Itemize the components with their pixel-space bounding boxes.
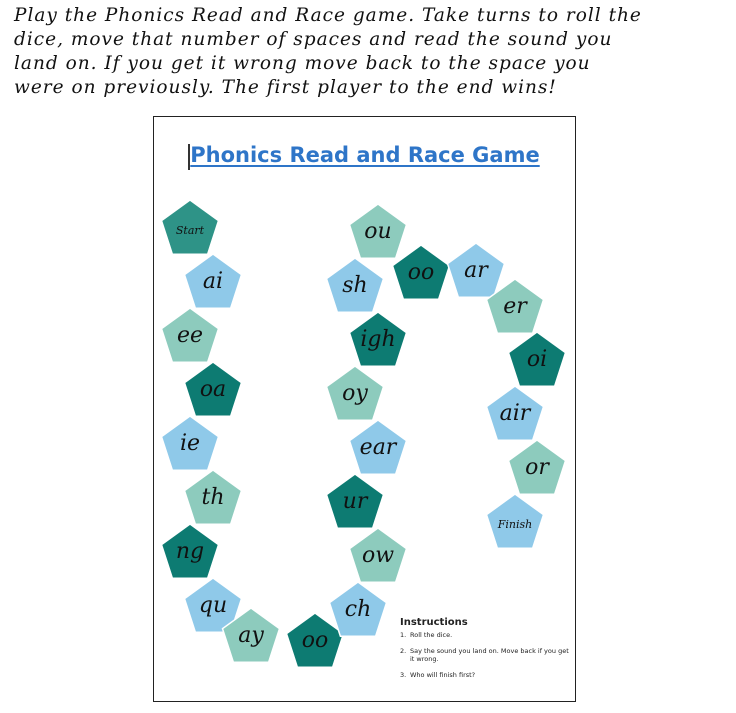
board-space-start <box>162 200 219 254</box>
board-space-oa <box>185 362 242 416</box>
game-board <box>153 116 576 702</box>
board-space-finish <box>487 494 544 548</box>
board-space-label: oa <box>199 377 227 402</box>
board-space-oo <box>393 245 450 299</box>
board-space-oi <box>509 332 566 386</box>
board-space-label: ee <box>176 323 204 348</box>
board-space-igh <box>350 312 407 366</box>
board-space-label: ow <box>361 543 395 568</box>
board-track <box>154 117 577 703</box>
board-space-ai <box>185 254 242 308</box>
game-instructions-text: Play the Phonics Read and Race game. Take turns to roll the dice, move that number of spaces and read the sound you land on. If you get it wrong move back to the space you were on previously. The first player to the end wins! <box>14 5 642 98</box>
board-space-label: ou <box>364 219 392 244</box>
board-space-label: ai <box>202 269 224 294</box>
board-space-ie <box>162 416 219 470</box>
board-space-label: oo <box>407 260 435 285</box>
board-space-ng <box>162 524 219 578</box>
board-space-ar <box>448 243 505 297</box>
board-space-sh <box>327 258 384 312</box>
board-space-label: oy <box>342 381 368 406</box>
board-space-label: Start <box>175 224 205 237</box>
board-space-label: ay <box>238 623 264 648</box>
board-space-ou <box>350 204 407 258</box>
board-space-ee <box>162 308 219 362</box>
board-space-ow <box>350 528 407 582</box>
board-space-label: th <box>201 485 225 510</box>
board-space-ear <box>350 420 407 474</box>
board-space-label: oo <box>301 628 329 653</box>
instructions-title: Instructions <box>400 617 468 628</box>
board-space-label: ng <box>175 539 205 564</box>
board-space-ur <box>327 474 384 528</box>
board-space-label: ur <box>342 489 368 514</box>
instruction-step: 3. Who will finish first? <box>400 671 476 679</box>
board-space-label: er <box>503 294 527 319</box>
board-space-air <box>487 386 544 440</box>
board-space-label: qu <box>198 593 228 618</box>
board-space-oy <box>327 366 384 420</box>
board-space-label: ar <box>464 258 488 283</box>
board-space-label: oi <box>526 347 548 372</box>
board-space-label: air <box>499 401 531 426</box>
instructions-list <box>400 631 572 679</box>
instructions-box <box>400 617 572 687</box>
board-title: Phonics Read and Race Game <box>190 143 540 167</box>
board-space-label: sh <box>342 273 368 298</box>
board-space-label: or <box>525 455 549 480</box>
board-space-label: igh <box>360 327 396 352</box>
board-space-label: ie <box>179 431 201 456</box>
instruction-step: 2. Say the sound you land on. Move back if you get it wrong. <box>400 647 569 663</box>
board-space-label: Finish <box>497 518 533 531</box>
instruction-step: 1. Roll the dice. <box>400 631 453 639</box>
board-space-label: ch <box>344 597 372 622</box>
board-space-label: ear <box>359 435 397 460</box>
board-space-ch <box>330 582 387 636</box>
board-space-or <box>509 440 566 494</box>
board-space-th <box>185 470 242 524</box>
